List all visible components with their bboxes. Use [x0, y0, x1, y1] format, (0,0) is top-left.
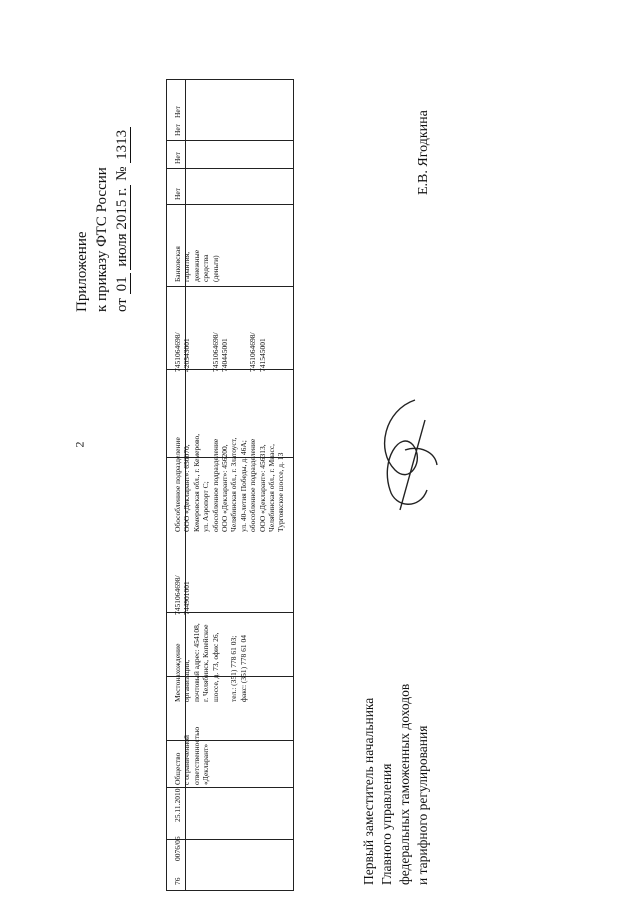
- subdivision-line: ООО «Декларант»: 650070,: [182, 444, 192, 532]
- appendix-date-line: [112, 127, 132, 312]
- cell-subdivisions: [173, 434, 286, 532]
- subdivision-inn-kpp-line: 740445001: [220, 338, 230, 372]
- signatory-position: [360, 684, 432, 885]
- subdivision-line: ул. 40-летия Победы, д. 46А;: [238, 440, 248, 532]
- location-line: почтовый адрес: 454108,: [191, 623, 201, 702]
- cell-index: 76: [173, 877, 182, 885]
- subdivision-inn-kpp-line: 7451064698/: [173, 332, 182, 372]
- cell-no-1: Нет: [173, 187, 182, 200]
- appendix-number-sign: №: [114, 166, 130, 181]
- registry-table: [166, 79, 294, 891]
- subdivision-inn-kpp-line: [192, 332, 201, 372]
- appendix-order-number: 1313: [114, 127, 131, 163]
- appendix-day: 01: [114, 273, 131, 294]
- location-line: шоссе, д. 73, офис 26,: [210, 632, 220, 702]
- subdivision-inn-kpp-line: [239, 332, 248, 372]
- appendix-header: [72, 127, 132, 312]
- signer-name: Е.В. Ягодкина: [416, 110, 431, 195]
- organization-line: ответственностью: [191, 726, 201, 785]
- signatory-line: Первый заместитель начальника: [361, 697, 376, 885]
- subdivision-inn-kpp-line: 420543001: [182, 338, 192, 372]
- signatory-line: федеральных таможенных доходов: [397, 683, 412, 885]
- cell-no-4: Нет: [173, 105, 182, 118]
- cell-subdivision-inn-kpp: [173, 332, 267, 372]
- organization-line: «Декларант»: [201, 743, 211, 785]
- cell-location: [173, 623, 248, 702]
- location-line: [220, 623, 229, 702]
- subdivision-line: ООО «Декларант»: 456313,: [257, 444, 267, 532]
- subdivision-inn-kpp-line: [201, 332, 210, 372]
- inn-kpp-line: 7451064698/: [173, 575, 182, 615]
- subdivision-inn-kpp-line: 7451064698/: [248, 332, 258, 372]
- security-line: Банковская: [173, 246, 182, 282]
- signatory-line: Главного управления: [379, 763, 394, 885]
- signatory-line: и тарифного регулирования: [415, 725, 430, 885]
- cell-date: 25.11.2010: [173, 788, 182, 822]
- security-line: средства: [201, 254, 211, 282]
- security-line: (деньги): [210, 255, 220, 282]
- cell-organization: [173, 727, 211, 785]
- cell-security: [173, 246, 220, 282]
- subdivision-line: обособленное подразделение: [210, 438, 220, 532]
- subdivision-line: Челябинская обл., г. Миасс,: [267, 443, 277, 532]
- cell-number: 0076/06: [173, 836, 182, 861]
- security-line: гарантия,: [182, 251, 192, 282]
- organization-line: Общество: [173, 752, 182, 785]
- security-line: денежные: [191, 249, 201, 282]
- subdivision-inn-kpp-line: [229, 332, 238, 372]
- subdivision-line: ООО «Декларант»: 456200,: [220, 444, 230, 532]
- inn-kpp-line: 744901001: [182, 581, 192, 615]
- appendix-title: Приложение: [74, 231, 90, 312]
- appendix-order-ref: к приказу ФТС России: [94, 167, 110, 312]
- subdivision-line: Кемеровская обл., г. Кемерово,: [191, 433, 201, 532]
- subdivision-line: обособленное подразделение: [248, 438, 258, 532]
- subdivision-line: Тургоякское шоссе, д. 13: [276, 452, 286, 532]
- location-line: тел.: (351) 778 61 03;: [229, 635, 239, 702]
- page-number: 2: [72, 441, 87, 448]
- location-line: Местонахождение: [173, 643, 182, 702]
- location-line: г. Челябинск, Копейское: [201, 624, 211, 702]
- organization-line: с ограниченной: [182, 734, 192, 785]
- subdivision-line: ул. Аэропорт С;: [201, 481, 211, 532]
- handwritten-signature: [365, 390, 445, 530]
- subdivision-inn-kpp-line: 741545001: [257, 338, 267, 372]
- appendix-date-prefix: от: [114, 298, 130, 312]
- subdivision-line: Челябинская обл., г. Златоуст,: [229, 437, 239, 532]
- subdivision-line: Обособленное подразделение: [173, 437, 182, 532]
- location-line: организации,: [182, 659, 192, 702]
- subdivision-inn-kpp-line: 7451064698/: [210, 332, 220, 372]
- appendix-month-year: июля 2015 г.: [114, 185, 131, 270]
- cell-inn-kpp: [173, 575, 192, 615]
- cell-no-2: Нет: [173, 151, 182, 164]
- location-line: факс: (351) 778 61 04: [238, 634, 248, 702]
- cell-no-3: Нет: [173, 123, 182, 136]
